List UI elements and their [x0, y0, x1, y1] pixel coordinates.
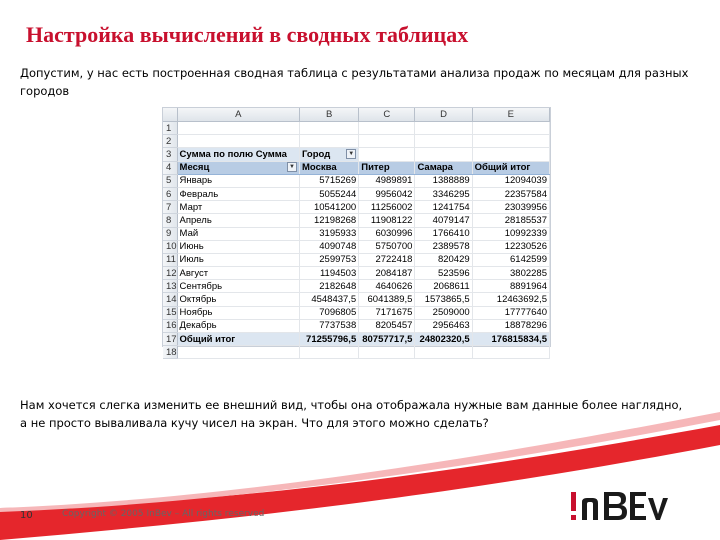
row-number: 2	[163, 135, 177, 148]
column-header-d: D	[415, 108, 472, 122]
header-cell: Питер	[359, 161, 415, 174]
value-cell: 1573865,5	[415, 293, 472, 306]
value-cell: 8891964	[472, 280, 549, 293]
value-cell: 11908122	[359, 214, 415, 227]
column-header-b: B	[300, 108, 359, 122]
row-number: 1	[163, 122, 177, 135]
value-cell: 2068611	[415, 280, 472, 293]
month-cell: Декабрь	[177, 319, 299, 332]
pivot-column-field[interactable]	[300, 148, 359, 161]
value-cell: 3195933	[300, 227, 359, 240]
total-cell: 24802320,5	[415, 333, 472, 346]
month-cell: Октябрь	[177, 293, 299, 306]
table-row	[163, 227, 550, 240]
row-number: 12	[163, 267, 177, 280]
row-number: 9	[163, 227, 177, 240]
value-cell: 5750700	[359, 240, 415, 253]
header-cell: Самара	[415, 161, 472, 174]
total-label: Общий итог	[177, 333, 299, 346]
table-row	[163, 201, 550, 214]
value-cell: 2956463	[415, 319, 472, 332]
month-cell: Май	[177, 227, 299, 240]
value-cell: 2182648	[300, 280, 359, 293]
value-cell: 10541200	[300, 201, 359, 214]
value-cell: 7737538	[300, 319, 359, 332]
month-cell: Июль	[177, 253, 299, 266]
value-cell: 12230526	[472, 240, 549, 253]
value-cell: 7171675	[359, 306, 415, 319]
value-cell: 2084187	[359, 267, 415, 280]
value-cell: 28185537	[472, 214, 549, 227]
total-cell: 80757717,5	[359, 333, 415, 346]
row-number: 13	[163, 280, 177, 293]
table-row	[163, 214, 550, 227]
page-number: 10	[20, 510, 33, 521]
filter-dropdown-icon[interactable]: ▼	[346, 149, 356, 159]
value-cell: 17777640	[472, 306, 549, 319]
value-cell: 1766410	[415, 227, 472, 240]
row-number: 15	[163, 306, 177, 319]
value-cell: 23039956	[472, 201, 549, 214]
value-cell: 12463692,5	[472, 293, 549, 306]
value-cell: 4548437,5	[300, 293, 359, 306]
row-number: 14	[163, 293, 177, 306]
question-text: Нам хочется слегка изменить ее внешний вид, чтобы она отображала нужные вам данные более наглядно, а не просто вываливала кучу чисел на экран. Что для этого можно сделать?	[20, 398, 683, 430]
value-cell: 6030996	[359, 227, 415, 240]
column-header-a: A	[177, 108, 299, 122]
column-header-c: C	[359, 108, 415, 122]
value-cell: 2722418	[359, 253, 415, 266]
value-cell: 523596	[415, 267, 472, 280]
value-cell: 1388889	[415, 174, 472, 187]
table-row	[163, 306, 550, 319]
grand-total-row	[163, 333, 550, 346]
value-cell: 820429	[415, 253, 472, 266]
value-cell: 4640626	[359, 280, 415, 293]
month-cell: Июнь	[177, 240, 299, 253]
pivot-column-field-label: Город	[302, 148, 331, 160]
row-number: 10	[163, 240, 177, 253]
table-row	[163, 267, 550, 280]
row-number: 18	[163, 346, 177, 359]
value-cell: 4090748	[300, 240, 359, 253]
value-cell: 2509000	[415, 306, 472, 319]
row-number: 16	[163, 319, 177, 332]
table-row	[163, 240, 550, 253]
value-cell: 5715269	[300, 174, 359, 187]
row-number: 7	[163, 201, 177, 214]
value-cell: 12198268	[300, 214, 359, 227]
value-cell: 7096805	[300, 306, 359, 319]
copyright-text: Copyright © 2005 InBev – All rights reserved	[62, 509, 265, 519]
pivot-field-row	[163, 148, 550, 161]
header-cell: Москва	[300, 161, 359, 174]
pivot-value-label: Сумма по полю Сумма	[177, 148, 299, 161]
value-cell: 18878296	[472, 319, 549, 332]
row-number: 4	[163, 161, 177, 174]
value-cell: 2389578	[415, 240, 472, 253]
month-cell: Март	[177, 201, 299, 214]
row-number: 3	[163, 148, 177, 161]
total-cell: 71255796,5	[300, 333, 359, 346]
month-cell: Август	[177, 267, 299, 280]
row-number: 6	[163, 187, 177, 200]
row-number: 17	[163, 333, 177, 346]
pivot-row-field-label: Месяц	[179, 162, 210, 174]
month-cell: Сентябрь	[177, 280, 299, 293]
value-cell: 5055244	[300, 187, 359, 200]
pivot-table-screenshot	[162, 107, 551, 358]
row-number: 8	[163, 214, 177, 227]
value-cell: 12094039	[472, 174, 549, 187]
table-row	[163, 319, 550, 332]
sheet-corner	[163, 108, 177, 122]
filter-dropdown-icon[interactable]: ▼	[287, 162, 297, 172]
value-cell: 4079147	[415, 214, 472, 227]
table-row	[163, 187, 550, 200]
table-row	[163, 174, 550, 187]
month-cell: Апрель	[177, 214, 299, 227]
sheet-body	[163, 108, 550, 359]
row-number: 11	[163, 253, 177, 266]
value-cell: 3802285	[472, 267, 549, 280]
intro-text: Допустим, у нас есть построенная сводная таблица с результатами анализа продаж по месяцам для разных городов	[20, 66, 689, 98]
value-cell: 22357584	[472, 187, 549, 200]
column-header-row	[163, 108, 550, 122]
sheet-row-1	[163, 122, 550, 135]
value-cell: 6142599	[472, 253, 549, 266]
pivot-row-field[interactable]	[177, 161, 299, 174]
value-cell: 8205457	[359, 319, 415, 332]
page-title: Настройка вычислений в сводных таблицах	[26, 22, 469, 47]
sheet-row-2	[163, 135, 550, 148]
month-cell: Ноябрь	[177, 306, 299, 319]
month-cell: Февраль	[177, 187, 299, 200]
table-row	[163, 293, 550, 306]
value-cell: 1241754	[415, 201, 472, 214]
value-cell: 9956042	[359, 187, 415, 200]
value-cell: 1194503	[300, 267, 359, 280]
value-cell: 4989891	[359, 174, 415, 187]
value-cell: 11256002	[359, 201, 415, 214]
sheet-row-18	[163, 346, 550, 359]
month-cell: Январь	[177, 174, 299, 187]
table-row	[163, 280, 550, 293]
value-cell: 2599753	[300, 253, 359, 266]
table-row	[163, 253, 550, 266]
header-cell: Общий итог	[472, 161, 549, 174]
value-cell: 3346295	[415, 187, 472, 200]
total-cell: 176815834,5	[472, 333, 549, 346]
value-cell: 10992339	[472, 227, 549, 240]
row-number: 5	[163, 174, 177, 187]
value-cell: 6041389,5	[359, 293, 415, 306]
inbev-logo	[568, 488, 668, 522]
column-header-e: E	[472, 108, 549, 122]
pivot-header-row	[163, 161, 550, 174]
